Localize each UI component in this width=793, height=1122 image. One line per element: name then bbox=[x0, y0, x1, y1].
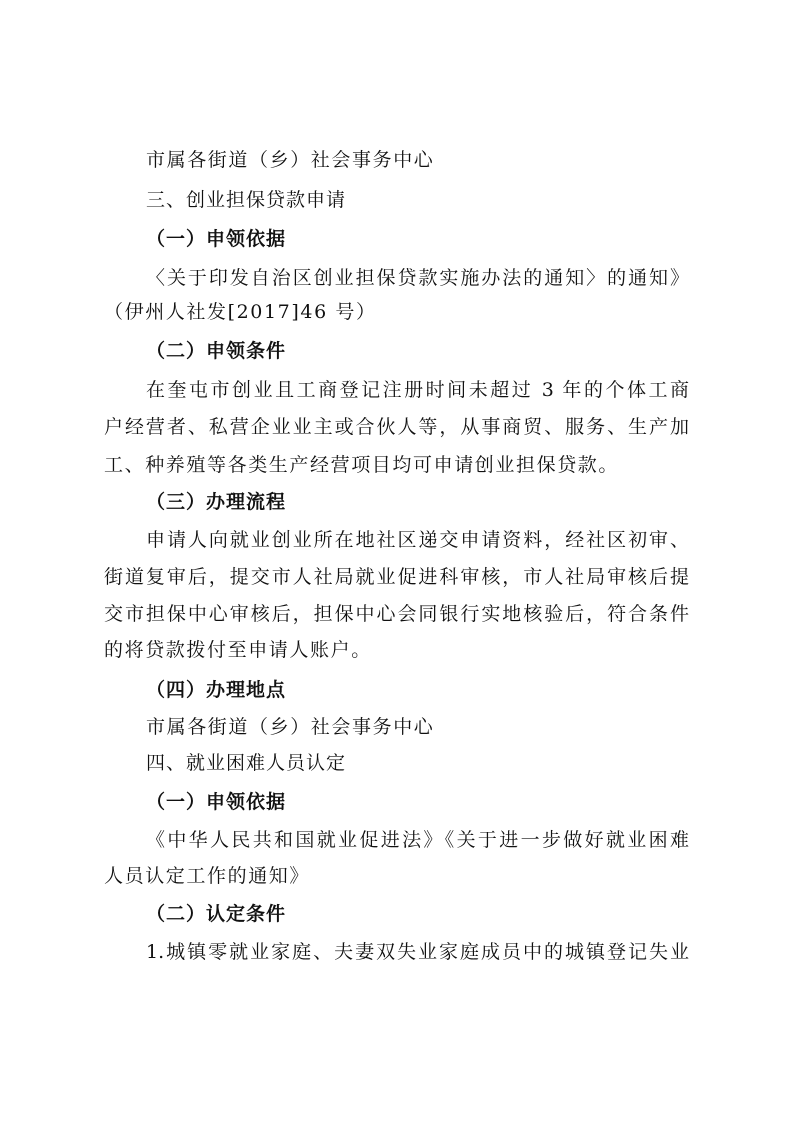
body-text: 市属各街道（乡）社会事务中心 bbox=[146, 149, 435, 171]
subsection-heading: （二）认定条件 bbox=[146, 903, 287, 925]
subsection-heading: （四）办理地点 bbox=[146, 679, 287, 701]
subsection-heading: （三）办理流程 bbox=[146, 491, 287, 513]
body-text: 市属各街道（乡）社会事务中心 bbox=[146, 716, 435, 738]
body-text: 的将贷款拨付至申请人账户。 bbox=[104, 639, 372, 661]
body-text: 〈关于印发自治区创业担保贷款实施办法的通知〉的通知》 bbox=[146, 267, 689, 289]
body-text: （伊州人社发[2017]46 号） bbox=[104, 301, 377, 323]
body-text: 《中华人民共和国就业促进法》《关于进一步做好就业困难 bbox=[146, 829, 689, 851]
body-text: 人员认定工作的通知》 bbox=[104, 865, 311, 887]
body-text: 户经营者、私营企业业主或合伙人等，从事商贸、服务、生产加 bbox=[104, 416, 689, 438]
body-text: 交市担保中心审核后，担保中心会同银行实地核验后，符合条件 bbox=[104, 603, 689, 625]
body-text: 街道复审后，提交市人社局就业促进科审核，市人社局审核后提 bbox=[104, 566, 689, 588]
body-text: 1.城镇零就业家庭、夫妻双失业家庭成员中的城镇登记失业 bbox=[146, 941, 689, 963]
subsection-heading: （一）申领依据 bbox=[146, 791, 287, 813]
section-heading: 四、就业困难人员认定 bbox=[146, 752, 347, 774]
subsection-heading: （一）申领依据 bbox=[146, 228, 287, 250]
body-text: 工、种养殖等各类生产经营项目均可申请创业担保贷款。 bbox=[104, 454, 620, 476]
section-heading: 三、创业担保贷款申请 bbox=[146, 189, 347, 211]
body-text: 申请人向就业创业所在地社区递交申请资料，经社区初审、 bbox=[146, 529, 689, 551]
body-text: 在奎屯市创业且工商登记注册时间未超过 3 年的个体工商 bbox=[146, 379, 689, 401]
subsection-heading: （二）申领条件 bbox=[146, 340, 287, 362]
